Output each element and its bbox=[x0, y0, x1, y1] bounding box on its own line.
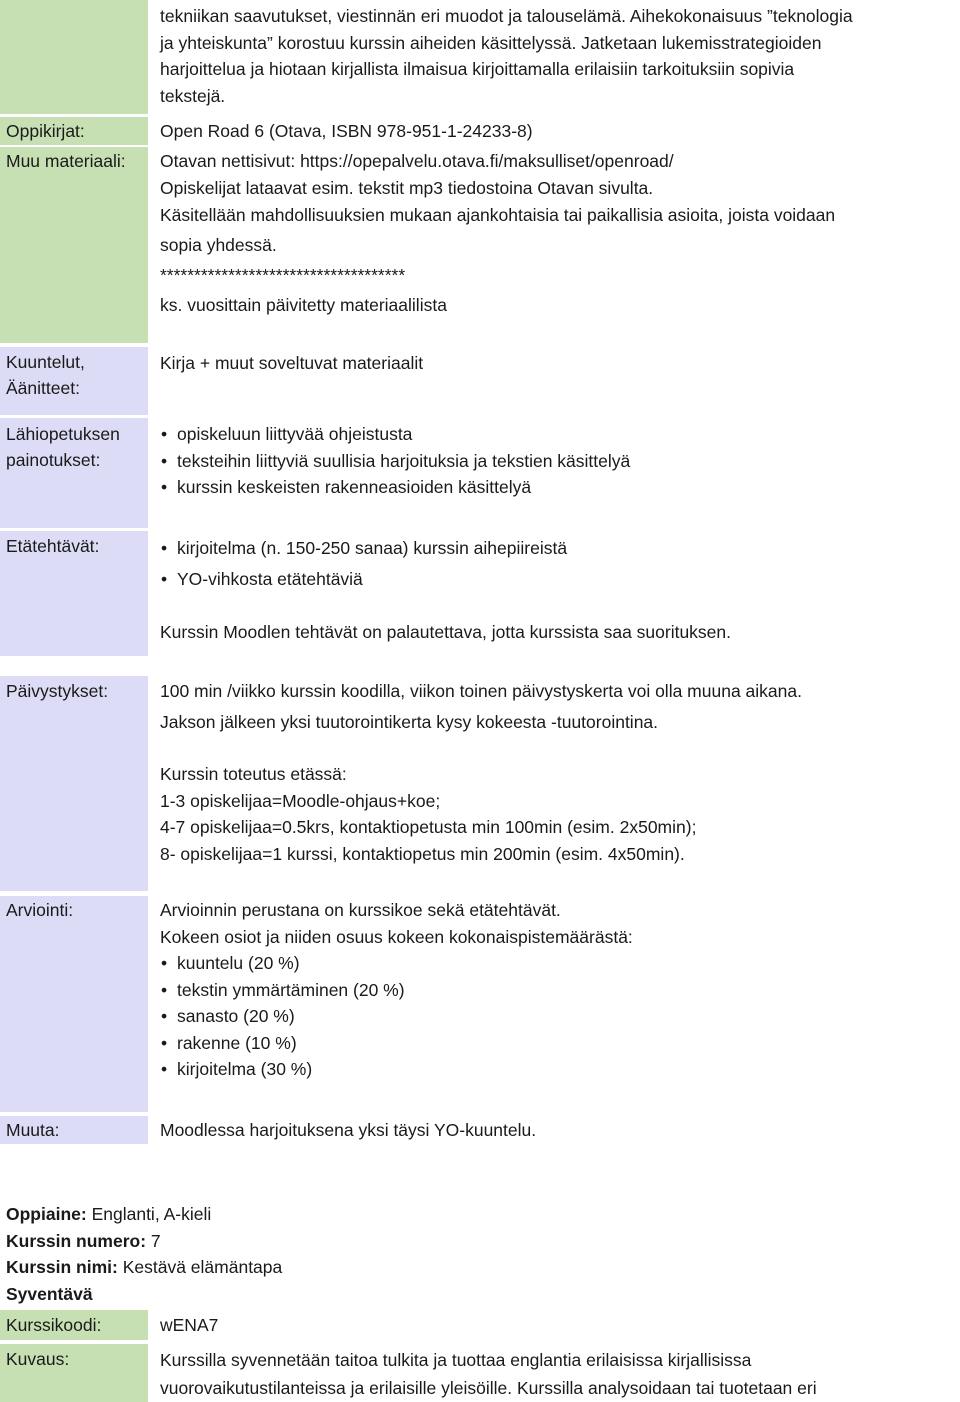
intro-line: tekniikan saavutukset, viestinnän eri muodot ja talouselämä. Aihekokonaisuus ”teknologia bbox=[160, 6, 853, 26]
paivystykset-line1: 100 min /viikko kurssin koodilla, viikon toinen päivystyskerta voi olla muuna aikana. bbox=[160, 681, 802, 701]
oppiaine-label: Oppiaine: bbox=[6, 1204, 87, 1224]
intro-text bbox=[160, 3, 958, 109]
kurssin-numero-line bbox=[6, 1228, 161, 1255]
lahiopetus-row bbox=[0, 418, 960, 528]
kurssin-nimi-label: Kurssin nimi: bbox=[6, 1257, 118, 1277]
lahiopetus-label-line2: painotukset: bbox=[6, 450, 101, 470]
muuta-label: Muuta: bbox=[0, 1116, 148, 1144]
list-item: • opiskeluun liittyvää ohjeistusta bbox=[160, 421, 958, 448]
kuuntelut-label bbox=[0, 347, 148, 415]
kuvaus-line: Kurssilla syvennetään taitoa tulkita ja tuottaa englantia erilaisissa kirjallisissa bbox=[160, 1350, 752, 1370]
list-item: • rakenne (10 %) bbox=[160, 1030, 958, 1057]
oppikirjat-value: Open Road 6 (Otava, ISBN 978-951-1-24233-8) bbox=[160, 121, 533, 141]
arviointi-content bbox=[160, 897, 958, 1083]
paivystykset-remote bbox=[160, 761, 958, 867]
kurssin-nimi-line bbox=[6, 1254, 282, 1281]
oppikirjat-label: Oppikirjat: bbox=[0, 117, 148, 145]
kurssin-numero-label: Kurssin numero: bbox=[6, 1231, 147, 1251]
muu-materiaali-label-fill bbox=[0, 175, 148, 343]
muu-materiaali-row bbox=[0, 147, 960, 343]
arviointi-label: Arviointi: bbox=[0, 896, 148, 1112]
muuta-row bbox=[0, 1116, 960, 1144]
lahiopetus-label-line1: Lähiopetuksen bbox=[6, 424, 120, 444]
muu-materiaali-line: Otavan nettisivut: https://opepalvelu.otava.fi/maksulliset/openroad/ bbox=[160, 151, 674, 171]
intro-line: ja yhteiskunta” korostuu kurssin aiheiden käsittelyssä. Jatketaan lukemisstrategioiden bbox=[160, 32, 822, 53]
remote-line: 4-7 opiskelijaa=0.5krs, kontaktiopetusta min 100min (esim. 2x50min); bbox=[160, 817, 697, 837]
kuvaus-label: Kuvaus: bbox=[0, 1344, 148, 1402]
kuuntelut-value: Kirja + muut soveltuvat materiaalit bbox=[160, 353, 424, 373]
lahiopetus-list bbox=[160, 421, 958, 501]
etatehtavat-list bbox=[160, 533, 958, 595]
arviointi-list bbox=[160, 950, 958, 1083]
paivystykset-line2: Jakson jälkeen yksi tuutorointikerta kysy kokeesta -tuutorointina. bbox=[160, 712, 659, 732]
list-item: • kirjoitelma (30 %) bbox=[160, 1056, 958, 1083]
oppiaine-value: Englanti, A-kieli bbox=[91, 1204, 212, 1224]
list-item: • teksteihin liittyviä suullisia harjoituksia ja tekstien käsittelyä bbox=[160, 448, 958, 475]
kuuntelut-label-line2: Äänitteet: bbox=[6, 378, 80, 398]
list-item: • kurssin keskeisten rakenneasioiden käsittelyä bbox=[160, 474, 958, 501]
muu-materiaali-line: sopia yhdessä. bbox=[160, 235, 277, 255]
etatehtavat-note: Kurssin Moodlen tehtävät on palautettava, jotta kurssista saa suorituksen. bbox=[160, 622, 732, 642]
muu-materiaali-line: Opiskelijat lataavat esim. tekstit mp3 tiedostoina Otavan sivulta. bbox=[160, 177, 654, 198]
oppikirjat-row bbox=[0, 117, 960, 145]
kuvaus-value bbox=[160, 1346, 958, 1402]
muu-materiaali-line: Käsitellään mahdollisuuksien mukaan ajankohtaisia tai paikallisia asioita, joista voidaan bbox=[160, 205, 836, 225]
kurssikoodi-label: Kurssikoodi: bbox=[0, 1310, 148, 1340]
muu-materiaali-line: ks. vuosittain päivitetty materiaalilista bbox=[160, 295, 447, 315]
list-item: • kirjoitelma (n. 150-250 sanaa) kurssin aihepiireistä bbox=[160, 533, 958, 564]
muu-materiaali-value bbox=[160, 148, 958, 320]
list-item: • tekstin ymmärtäminen (20 %) bbox=[160, 977, 958, 1004]
kuuntelut-row bbox=[0, 347, 960, 415]
kurssikoodi-value: wENA7 bbox=[160, 1315, 219, 1335]
kuuntelut-label-line1: Kuuntelut, bbox=[6, 352, 85, 372]
arviointi-line1: Arvioinnin perustana on kurssikoe sekä etätehtävät. bbox=[160, 900, 561, 920]
intro-line: harjoittelua ja hiotaan kirjallista ilmaisua kirjoittamalla erilaisiin tarkoituksiin sopivia bbox=[160, 59, 795, 79]
kuvaus-row bbox=[0, 1344, 960, 1402]
intro-row bbox=[0, 0, 960, 114]
remote-line: 1-3 opiskelijaa=Moodle-ohjaus+koe; bbox=[160, 790, 441, 811]
arviointi-line2: Kokeen osiot ja niiden osuus kokeen kokonaispistemäärästä: bbox=[160, 926, 633, 947]
kuvaus-line: vuorovaikutustilanteissa ja erilaisille yleisöille. Kurssilla analysoidaan tai tuotetaan eri bbox=[160, 1378, 817, 1398]
etatehtavat-label: Etätehtävät: bbox=[0, 531, 148, 656]
remote-line: 8- opiskelijaa=1 kurssi, kontaktiopetus min 200min (esim. 4x50min). bbox=[160, 843, 685, 864]
etatehtavat-row bbox=[0, 531, 960, 656]
muu-materiaali-line: ************************************ bbox=[160, 265, 406, 285]
muu-materiaali-label: Muu materiaali: bbox=[0, 147, 148, 175]
oppiaine-line bbox=[6, 1201, 211, 1228]
kurssin-numero-value: 7 bbox=[150, 1231, 161, 1251]
list-item: • sanasto (20 %) bbox=[160, 1003, 958, 1030]
muuta-value: Moodlessa harjoituksena yksi täysi YO-kuuntelu. bbox=[160, 1120, 537, 1140]
paivystykset-row bbox=[0, 676, 960, 891]
paivystykset-label: Päivystykset: bbox=[0, 676, 148, 891]
intro-label-cell bbox=[0, 0, 148, 114]
kurssin-nimi-value: Kestävä elämäntapa bbox=[122, 1257, 283, 1277]
list-item: • kuuntelu (20 %) bbox=[160, 950, 958, 977]
list-item: • YO-vihkosta etätehtäviä bbox=[160, 564, 958, 595]
remote-line: Kurssin toteutus etässä: bbox=[160, 764, 347, 784]
arviointi-row bbox=[0, 896, 960, 1112]
lahiopetus-label bbox=[0, 418, 148, 528]
intro-line: tekstejä. bbox=[160, 85, 226, 106]
kurssi-tyyppi: Syventävä bbox=[6, 1284, 93, 1304]
kurssikoodi-row bbox=[0, 1310, 960, 1340]
